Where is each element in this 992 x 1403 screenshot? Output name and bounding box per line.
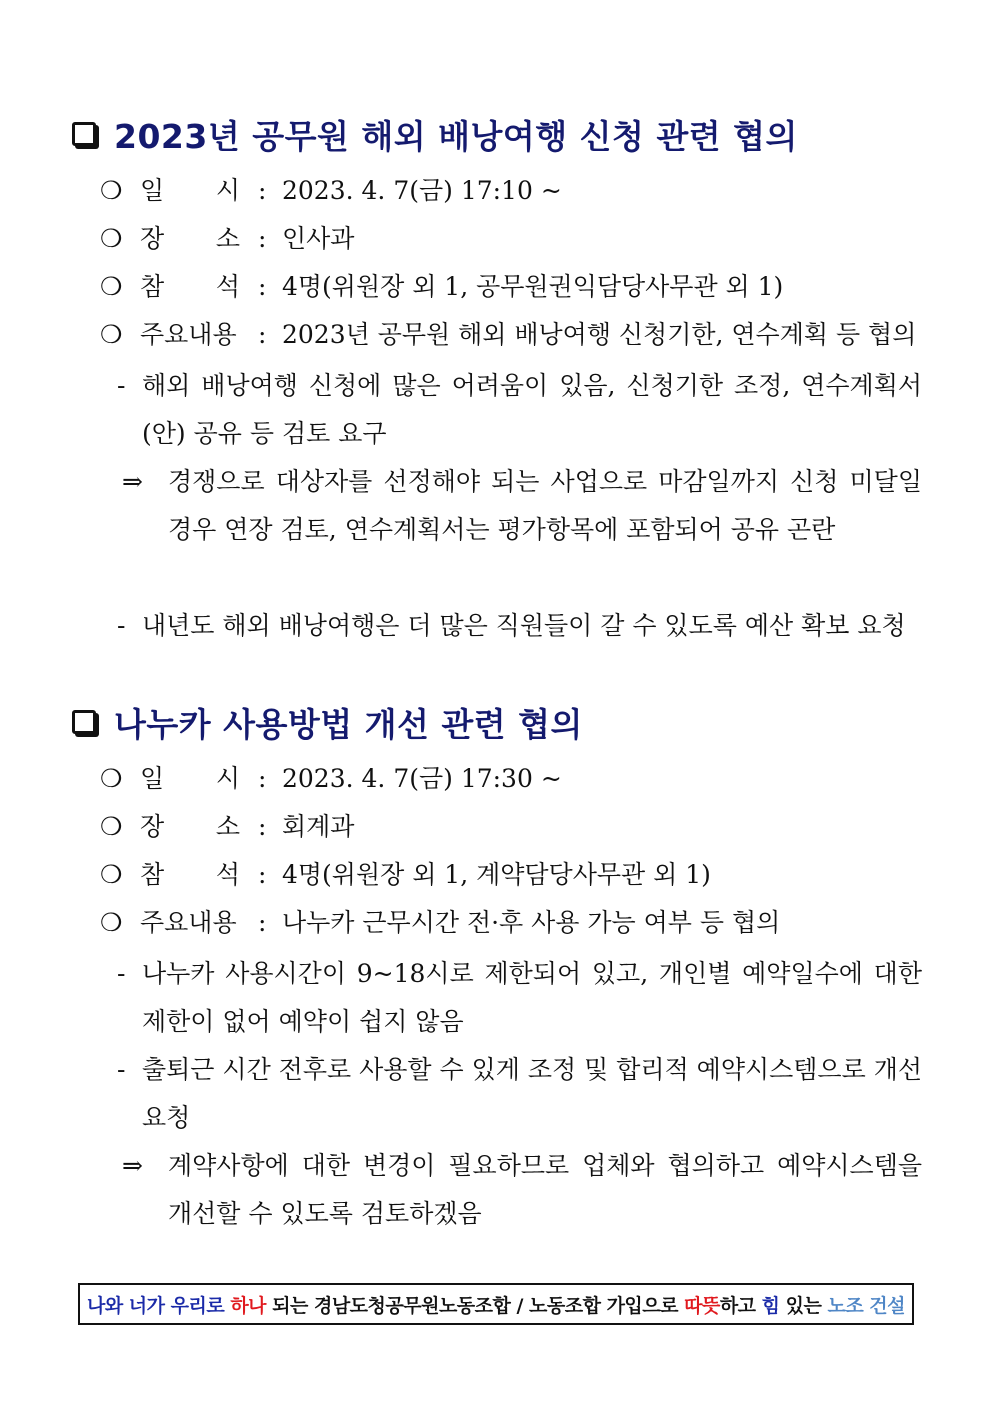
info-value: 4명(위원장 외 1, 공무원권익담당사무관 외 1) bbox=[282, 272, 784, 301]
info-label: 참 석 bbox=[140, 860, 240, 889]
circle-bullet-icon: ❍ bbox=[100, 812, 123, 841]
info-row-attendees: ❍ 참 석 : 4명(위원장 외 1, 공무원권익담당사무관 외 1) bbox=[100, 270, 783, 304]
info-value: 4명(위원장 외 1, 계약담당사무관 외 1) bbox=[282, 860, 711, 889]
circle-bullet-icon: ❍ bbox=[100, 908, 123, 937]
slogan-segment: 따뜻 bbox=[684, 1294, 720, 1317]
info-value: 2023. 4. 7(금) 17:30 ~ bbox=[282, 764, 562, 793]
response-item-text: 계약사항에 대한 변경이 필요하므로 업체와 협의하고 예약시스템을 개선할 수 있도록 검토하겠음 bbox=[168, 1151, 922, 1228]
circle-bullet-icon: ❍ bbox=[100, 764, 123, 793]
dash-item bbox=[117, 1046, 922, 1142]
checkbox-square-icon bbox=[72, 122, 96, 146]
slogan-segment: 하고 bbox=[719, 1294, 762, 1317]
info-value: 인사과 bbox=[282, 224, 355, 253]
slogan-segment: 있는 bbox=[779, 1294, 828, 1317]
circle-bullet-icon: ❍ bbox=[100, 860, 123, 889]
dash-item-text: 출퇴근 시간 전후로 사용할 수 있게 조정 및 합리적 예약시스템으로 개선 요청 bbox=[142, 1055, 922, 1132]
dash-item bbox=[117, 950, 922, 1046]
slogan-segment: 하나 bbox=[230, 1294, 267, 1317]
slogan-segment: 노조 건설 bbox=[827, 1294, 905, 1317]
info-row-attendees: ❍ 참 석 : 4명(위원장 외 1, 계약담당사무관 외 1) bbox=[100, 858, 711, 892]
info-row-place: ❍ 장 소 : 인사과 bbox=[100, 222, 354, 256]
dash-bullet-icon: - bbox=[117, 1055, 126, 1084]
section-2-heading bbox=[72, 700, 583, 744]
info-value: 회계과 bbox=[282, 812, 355, 841]
info-label: 일 시 bbox=[140, 176, 240, 205]
info-label: 장 소 bbox=[140, 812, 240, 841]
info-row-place: ❍ 장 소 : 회계과 bbox=[100, 810, 354, 844]
info-row-date: ❍ 일 시 : 2023. 4. 7(금) 17:10 ~ bbox=[100, 174, 562, 208]
response-item bbox=[122, 1142, 922, 1238]
dash-item-text: 해외 배낭여행 신청에 많은 어려움이 있음, 신청기한 조정, 연수계획서(안) 공유 등 검토 요구 bbox=[142, 371, 922, 448]
dash-bullet-icon: - bbox=[117, 611, 126, 640]
dash-bullet-icon: - bbox=[117, 371, 126, 400]
circle-bullet-icon: ❍ bbox=[100, 320, 123, 349]
info-label: 주요내용 bbox=[140, 908, 237, 937]
dash-item bbox=[117, 362, 922, 458]
info-row-topic: ❍ 주요내용 : 2023년 공무원 해외 배낭여행 신청기한, 연수계획 등 협의 bbox=[100, 318, 916, 352]
circle-bullet-icon: ❍ bbox=[100, 272, 123, 301]
dash-item-text: 나누카 사용시간이 9~18시로 제한되어 있고, 개인별 예약일수에 대한 제한이 없어 예약이 쉽지 않음 bbox=[142, 959, 922, 1036]
info-label: 장 소 bbox=[140, 224, 240, 253]
response-item-text: 경쟁으로 대상자를 선정해야 되는 사업으로 마감일까지 신청 미달일 경우 연장 검토, 연수계획서는 평가항목에 포함되어 공유 곤란 bbox=[168, 467, 922, 544]
dash-bullet-icon: - bbox=[117, 959, 126, 988]
info-row-topic: ❍ 주요내용 : 나누카 근무시간 전·후 사용 가능 여부 등 협의 bbox=[100, 906, 780, 940]
slogan-segment: 되는 경남도청공무원노동조합 / 노동조합 가입으로 bbox=[266, 1294, 685, 1317]
section-1-title: 2023년 공무원 해외 배낭여행 신청 관련 협의 bbox=[114, 116, 798, 156]
dash-item bbox=[117, 602, 922, 650]
response-item bbox=[122, 458, 922, 554]
section-2-title: 나누카 사용방법 개선 관련 협의 bbox=[114, 704, 583, 744]
section-1-heading bbox=[72, 112, 798, 156]
footer-slogan-box bbox=[78, 1283, 914, 1325]
info-label: 일 시 bbox=[140, 764, 240, 793]
info-row-date: ❍ 일 시 : 2023. 4. 7(금) 17:30 ~ bbox=[100, 762, 562, 796]
slogan-segment: 나와 너가 우리로 bbox=[86, 1294, 231, 1317]
checkbox-square-icon bbox=[72, 710, 96, 734]
circle-bullet-icon: ❍ bbox=[100, 176, 123, 205]
double-arrow-icon: ⇒ bbox=[122, 1151, 143, 1180]
slogan-segment: 힘 bbox=[761, 1294, 780, 1317]
dash-item-text: 내년도 해외 배낭여행은 더 많은 직원들이 갈 수 있도록 예산 확보 요청 bbox=[142, 611, 906, 640]
info-value: 2023. 4. 7(금) 17:10 ~ bbox=[282, 176, 562, 205]
info-label: 주요내용 bbox=[140, 320, 237, 349]
info-value: 2023년 공무원 해외 배낭여행 신청기한, 연수계획 등 협의 bbox=[282, 320, 917, 349]
info-value: 나누카 근무시간 전·후 사용 가능 여부 등 협의 bbox=[282, 908, 781, 937]
double-arrow-icon: ⇒ bbox=[122, 467, 143, 496]
circle-bullet-icon: ❍ bbox=[100, 224, 123, 253]
info-label: 참 석 bbox=[140, 272, 240, 301]
